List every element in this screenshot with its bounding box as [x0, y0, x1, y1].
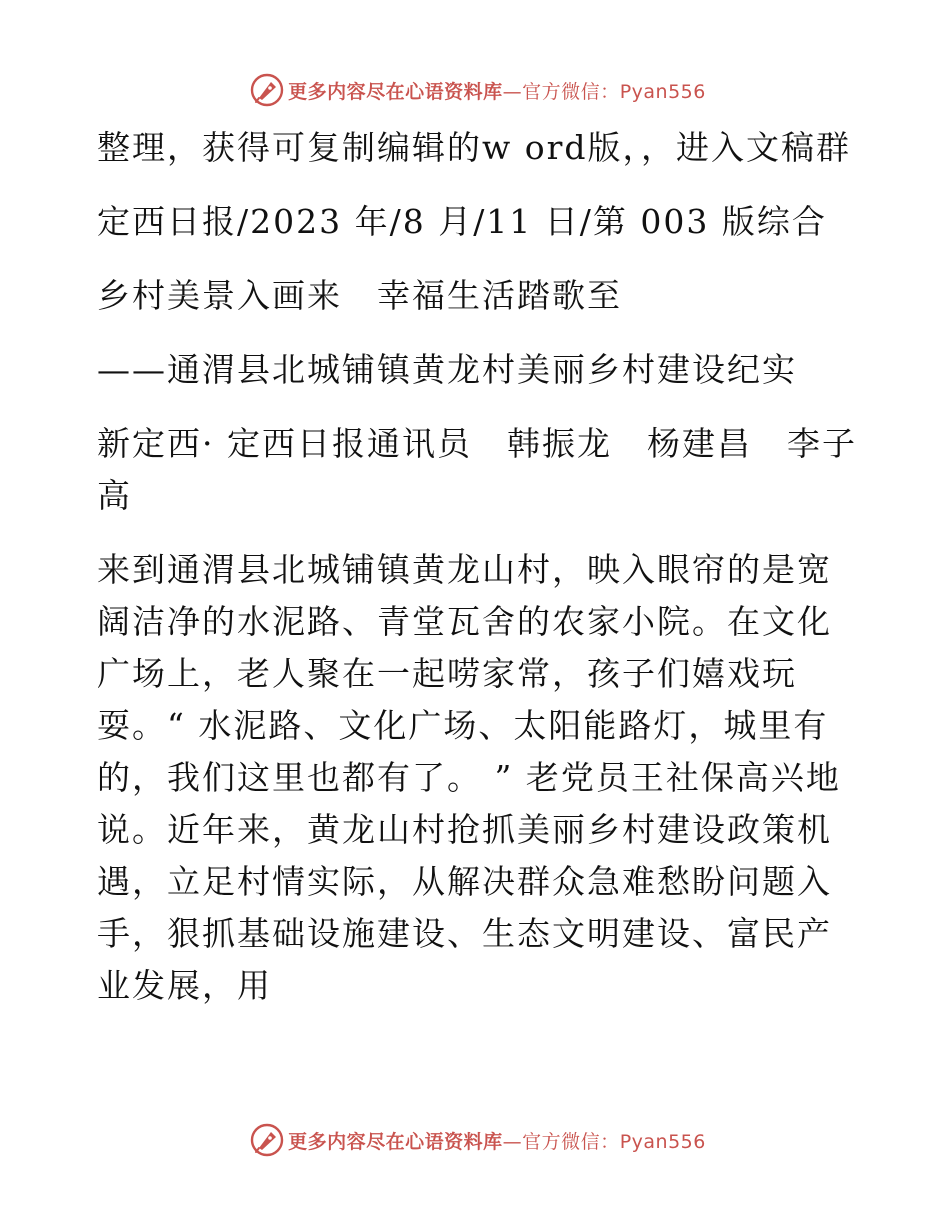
byline: 新定西· 定西日报通讯员 韩振龙 杨建昌 李子高 [97, 424, 857, 515]
document-body [97, 122, 857, 1012]
watermark-separator: — [502, 80, 523, 103]
watermark-wechat-id: Pyan556 [619, 80, 706, 103]
article-body: 来到通渭县北城铺镇黄龙山村，映入眼帘的是宽阔洁净的水泥路、青堂瓦舍的农家小院。在文化广场上，老人聚在一起唠家常，孩子们嬉戏玩耍。“ 水泥路、文化广场、太阳能路灯，城里有的，我们这里也都有了。 ” 老党员王社保高兴地说。近年来，黄龙山村抢抓美丽乡村建设政策机遇，立足村情实际，从解决群众急难愁盼问题入手，狠抓基础设施建设、生态文明建设、富民产业发展，用 [97, 550, 841, 1005]
watermark-separator: — [502, 1130, 523, 1153]
watermark-brand: 更多内容尽在心语资料库 [288, 1130, 503, 1153]
watermark-text [288, 77, 706, 104]
watermark-text [288, 1127, 706, 1154]
pen-nib-logo-icon [250, 1123, 284, 1157]
pen-nib-logo-icon [250, 73, 284, 107]
watermark-wechat-id: Pyan556 [619, 1130, 706, 1153]
headline: 乡村美景入画来 幸福生活踏歌至 [97, 276, 622, 315]
watermark-content [250, 1123, 706, 1157]
intro-line: 整理，获得可复制编辑的w ord版，，进入文稿群 [97, 128, 852, 167]
watermark-wechat-label: 官方微信： [522, 80, 620, 103]
header-watermark-banner [0, 70, 950, 110]
watermark-wechat-label: 官方微信： [522, 1130, 620, 1153]
watermark-brand: 更多内容尽在心语资料库 [288, 80, 503, 103]
footer-watermark-banner [0, 1120, 950, 1160]
subheadline: ——通渭县北城铺镇黄龙村美丽乡村建设纪实 [97, 350, 797, 389]
watermark-content [250, 73, 706, 107]
source-line: 定西日报/2023 年/8 月/11 日/第 003 版综合 [97, 202, 827, 241]
